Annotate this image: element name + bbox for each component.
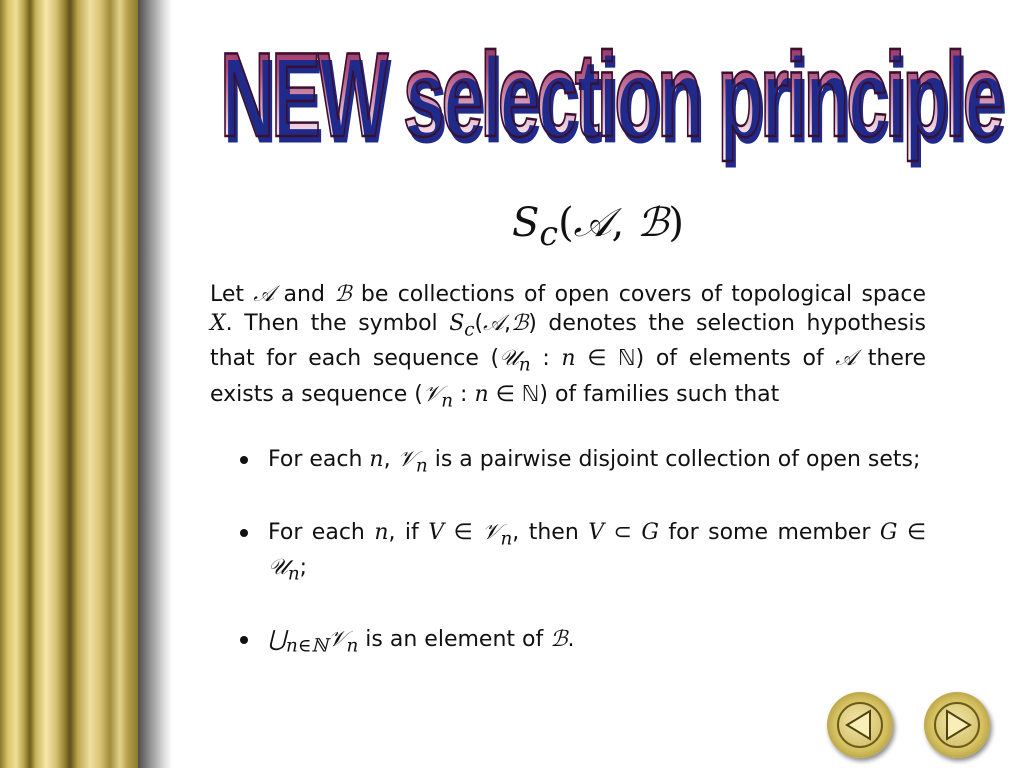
math-u: 𝒰: [268, 554, 288, 580]
text-run: , if: [388, 519, 429, 545]
math-s: S: [449, 311, 465, 336]
math-n: n: [369, 447, 384, 473]
text-run: (: [474, 311, 484, 336]
math-v: V: [588, 519, 605, 545]
math-a: 𝒜: [483, 311, 504, 336]
math-v: 𝒱: [397, 447, 416, 473]
formula-open: (: [558, 200, 574, 246]
text-run: For each: [268, 519, 375, 545]
math-b: ℬ: [334, 282, 352, 307]
formula-s: S: [511, 200, 540, 246]
next-slide-button[interactable]: [924, 692, 990, 758]
list-item: [210, 445, 926, 480]
text-run: and: [274, 282, 335, 307]
text-run: there exists a sequence (: [210, 346, 926, 407]
text-run: ;: [299, 554, 308, 580]
slide-title-text: NEW selection principle: [220, 9, 1001, 184]
slide-title: [220, 26, 1002, 166]
text-run: .: [567, 627, 575, 653]
text-run: ) denotes the selection hypothesis that for each sequence (: [210, 311, 926, 372]
previous-slide-button[interactable]: [827, 692, 893, 758]
text-run: is a pairwise disjoint collection of open sets;: [427, 447, 921, 473]
math-a: 𝒜: [835, 346, 857, 372]
text-run: ∈: [897, 519, 927, 545]
triangle-right-icon: [924, 692, 990, 758]
math-g: G: [879, 519, 898, 545]
text-run: ∈ ℕ) of elements of: [575, 346, 836, 372]
text-run: :: [530, 346, 562, 372]
formula-close: ): [668, 200, 685, 246]
formula-b: ℬ: [636, 200, 669, 246]
condition-list: [210, 445, 926, 661]
bullet-icon: [240, 636, 248, 644]
slide-body: [210, 280, 926, 698]
text-run: be collections of open covers of topological space: [351, 282, 926, 307]
math-sub: c: [464, 319, 475, 341]
math-g: G: [641, 519, 659, 545]
math-a: 𝒜: [253, 282, 275, 307]
text-run: ∈ ℕ) of families such that: [488, 381, 780, 407]
math-n: n: [474, 381, 489, 407]
text-run: is an element of: [358, 627, 551, 653]
formula-sub: c: [539, 214, 559, 253]
math-v: 𝒱: [328, 627, 347, 653]
selection-formula: [0, 200, 1024, 253]
math-sub: n∈ℕ: [286, 635, 329, 657]
text-run: ⊂: [604, 519, 642, 545]
triangle-left-icon: [827, 692, 893, 758]
text-run: ,: [383, 447, 398, 473]
text-run: ∈: [444, 519, 483, 545]
text-run: ,: [503, 311, 511, 336]
math-v: V: [428, 519, 445, 545]
math-sub: n: [441, 390, 454, 412]
math-u: 𝒰: [499, 346, 519, 372]
math-x: X: [210, 311, 226, 336]
math-v: 𝒱: [422, 381, 442, 407]
text-run: . Then the symbol: [225, 311, 450, 336]
text-run: , then: [512, 519, 589, 545]
math-sub: n: [518, 354, 531, 376]
text-run: :: [453, 381, 475, 407]
math-sub: n: [287, 563, 300, 585]
list-item: [210, 625, 926, 660]
math-sub: n: [415, 455, 428, 477]
bullet-icon: [240, 529, 248, 537]
math-b: ℬ: [510, 311, 529, 336]
formula-a: 𝒜: [573, 200, 612, 246]
bullet-icon: [240, 456, 248, 464]
union-symbol: ⋃: [268, 627, 287, 653]
math-n: n: [561, 346, 576, 372]
text-run: Let: [210, 282, 254, 307]
text-run: for some member: [659, 519, 880, 545]
math-n: n: [374, 519, 389, 545]
decorative-gold-pillar: [0, 0, 138, 768]
text-run: For each: [268, 447, 370, 473]
math-sub: n: [500, 527, 513, 549]
math-sub: n: [346, 635, 359, 657]
pillar-shadow: [138, 0, 172, 768]
math-v-family: 𝒱: [482, 519, 501, 545]
formula-comma: ,: [611, 200, 637, 246]
definition-paragraph: [210, 280, 926, 415]
math-b: ℬ: [550, 627, 568, 653]
list-item: [210, 518, 926, 589]
